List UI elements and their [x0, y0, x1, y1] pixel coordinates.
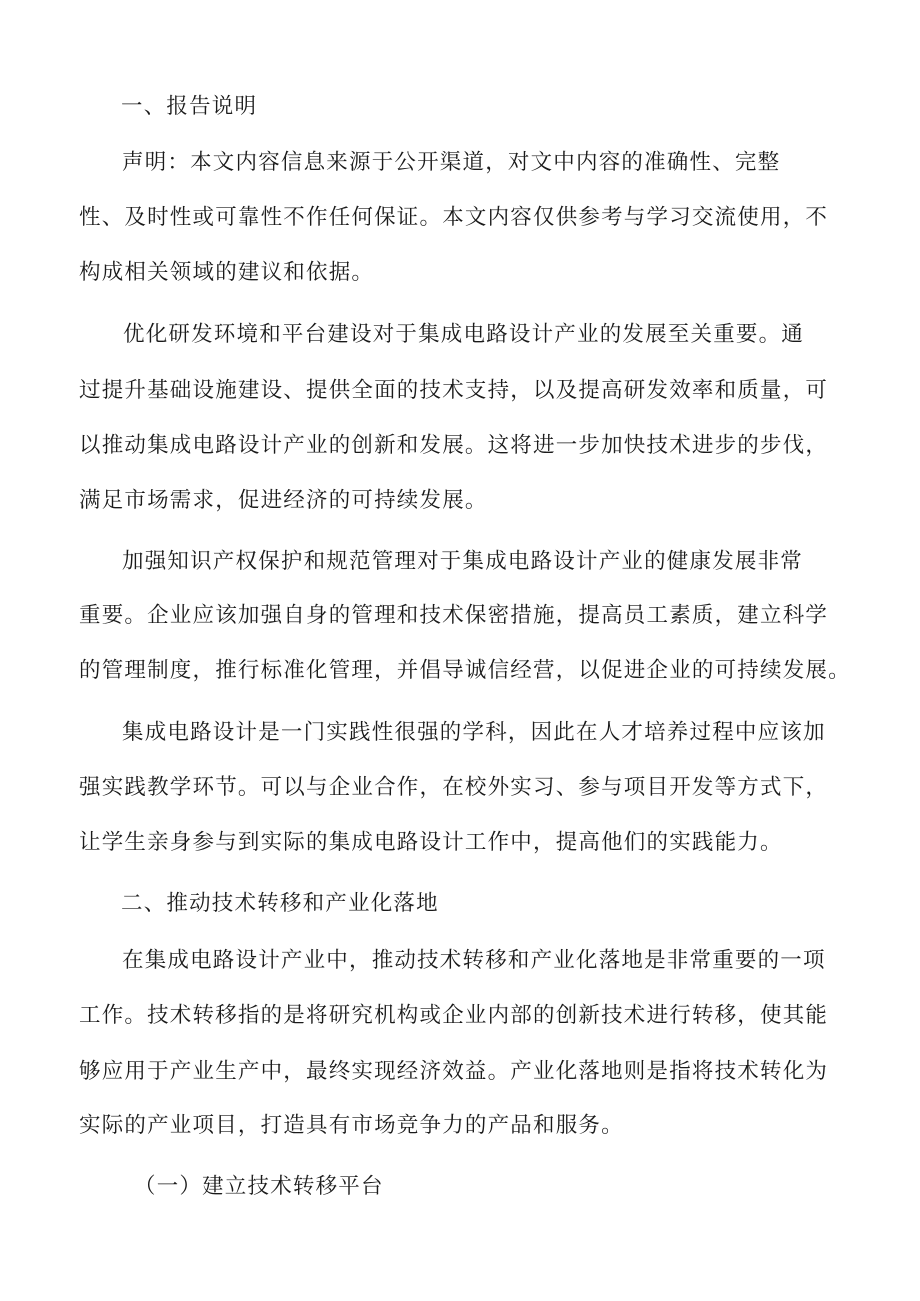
- paragraph-line: 构成相关领域的建议和依据。: [79, 260, 375, 285]
- section-heading-technology-transfer: 二、推动技术转移和产业化落地: [121, 891, 439, 916]
- section-heading-report-description: 一、报告说明: [121, 94, 258, 119]
- paragraph-line: 以推动集成电路设计产业的创新和发展。这将进一步加快技术进步的步伐，: [79, 433, 829, 458]
- paragraph-line: 加强知识产权保护和规范管理对于集成电路设计产业的健康发展非常: [122, 549, 804, 574]
- paragraph-line: 实际的产业项目，打造具有市场竞争力的产品和服务。: [79, 1113, 624, 1138]
- paragraph-line: 强实践教学环节。可以与企业合作，在校外实习、参与项目开发等方式下，: [79, 775, 829, 800]
- paragraph-line: 集成电路设计是一门实践性很强的学科，因此在人才培养过程中应该加: [122, 720, 826, 745]
- paragraph-line: 的管理制度，推行标准化管理，并倡导诚信经营，以促进企业的可持续发展。: [79, 658, 851, 683]
- paragraph-line: 让学生亲身参与到实际的集成电路设计工作中，提高他们的实践能力。: [79, 830, 783, 855]
- subheading-tech-transfer-platform: （一）建立技术转移平台: [134, 1174, 384, 1199]
- paragraph-line: 工作。技术转移指的是将研究机构或企业内部的创新技术进行转移，使其能: [79, 1003, 829, 1028]
- paragraph-line: 过提升基础设施建设、提供全面的技术支持，以及提高研发效率和质量，可: [79, 378, 829, 403]
- paragraph-line: 优化研发环境和平台建设对于集成电路设计产业的发展至关重要。通: [123, 322, 805, 347]
- paragraph-line: 满足市场需求，促进经济的可持续发展。: [79, 488, 488, 513]
- paragraph-line: 重要。企业应该加强自身的管理和技术保密措施，提高员工素质，建立科学: [79, 603, 829, 628]
- paragraph-line: 声明：本文内容信息来源于公开渠道，对文中内容的准确性、完整: [122, 150, 781, 175]
- paragraph-line: 够应用于产业生产中，最终实现经济效益。产业化落地则是指将技术转化为: [79, 1059, 829, 1084]
- paragraph-line: 在集成电路设计产业中，推动技术转移和产业化落地是非常重要的一项: [122, 948, 826, 973]
- paragraph-line: 性、及时性或可靠性不作任何保证。本文内容仅供参考与学习交流使用，不: [79, 205, 829, 230]
